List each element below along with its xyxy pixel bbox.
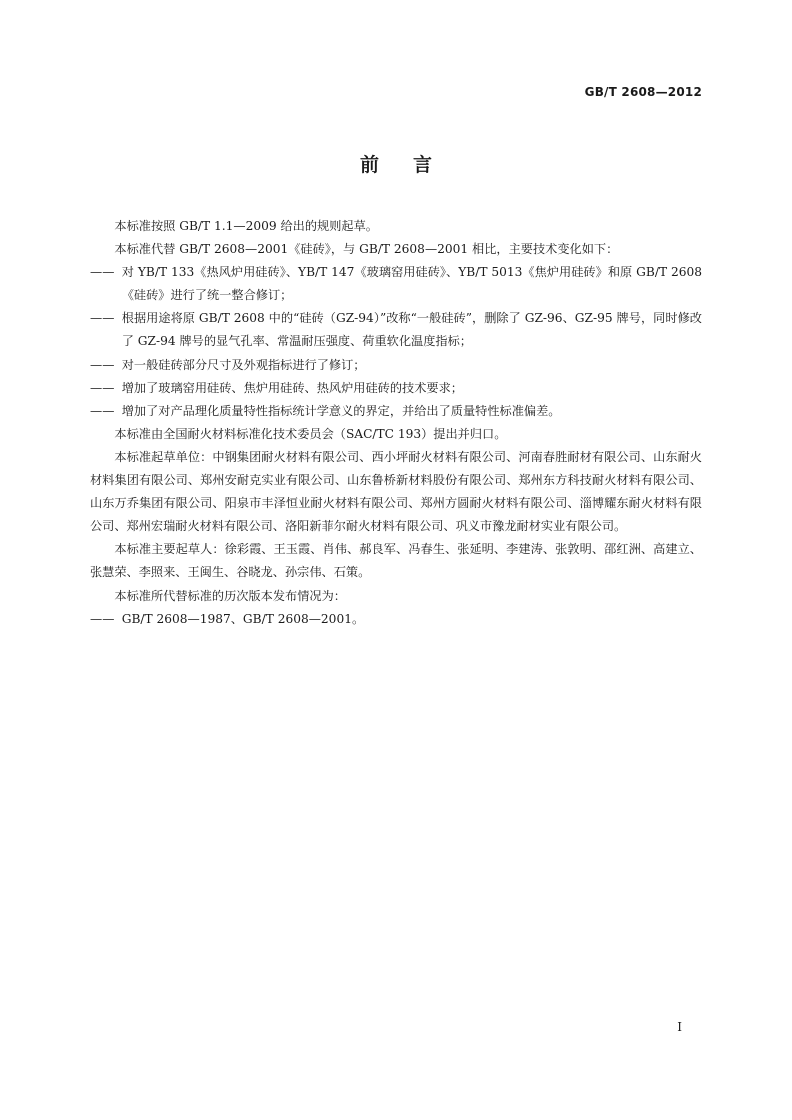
paragraph-drafting-rules: 本标准按照 GB/T 1.1—2009 给出的规则起草。 [114, 219, 378, 233]
document-body [90, 215, 702, 631]
dash-mark: —— [90, 311, 115, 326]
list-item-change-2 [90, 307, 702, 353]
dash-mark: —— [90, 611, 115, 626]
list-item-change-3 [90, 354, 702, 377]
paragraph-drafting-units: 本标准起草单位：中钢集团耐火材料有限公司、西小坪耐火材料有限公司、河南春胜耐材有限公司、山东耐火材料集团有限公司、郑州安耐克实业有限公司、山东鲁桥新材料股份有限公司、郑州东方科技耐火材料有限公司、山东万乔集团有限公司、阳泉市丰泽恒业耐火材料有限公司、郑州方圆耐火材料有限公司、淄博耀东耐火材料有限公司、郑州宏瑞耐火材料有限公司、洛阳新菲尔耐火材料有限公司、巩义市豫龙耐材实业有限公司。 [90, 449, 702, 534]
dash-mark: —— [90, 265, 115, 280]
list-item-text: 对 YB/T 133《热风炉用硅砖》、YB/T 147《玻璃窑用硅砖》、YB/T 5013《焦炉用硅砖》和原 GB/T 2608《硅砖》进行了统一整合修订； [121, 265, 702, 303]
page-title: 前言 [359, 154, 466, 176]
paragraph-committee: 本标准由全国耐火材料标准化技术委员会（SAC/TC 193）提出并归口。 [114, 426, 507, 441]
paragraph-replacement: 本标准代替 GB/T 2608—2001《硅砖》，与 GB/T 2608—2001 相比，主要技术变化如下： [114, 242, 619, 257]
dash-mark: —— [90, 357, 115, 372]
list-item-change-5 [90, 400, 702, 423]
list-item-history [90, 608, 702, 631]
list-item-text: GB/T 2608—1987、GB/T 2608—2001。 [121, 611, 365, 626]
paragraph-drafters: 本标准主要起草人：徐彩霞、王玉霞、肖伟、郝良军、冯春生、张延明、李建涛、张敦明、邵红洲、高建立、张慧荣、李照来、王闽生、谷晓龙、孙宗伟、石策。 [90, 542, 702, 580]
standard-number: GB/T 2608—2012 [584, 85, 702, 99]
list-item-text: 对一般硅砖部分尺寸及外观指标进行了修订； [121, 357, 366, 372]
paragraph-history: 本标准所代替标准的历次版本发布情况为： [114, 588, 346, 603]
list-item-change-4 [90, 377, 702, 400]
list-item-text: 增加了对产品理化质量特性指标统计学意义的界定，并给出了质量特性标准偏差。 [121, 403, 561, 418]
list-item-text: 根据用途将原 GB/T 2608 中的“硅砖（GZ-94）”改称“一般硅砖”，删除了 GZ-96、GZ-95 牌号，同时修改了 GZ-94 牌号的显气孔率、常温耐压强度、荷重软化温度指标； [121, 311, 702, 349]
dash-mark: —— [90, 380, 115, 395]
list-item-change-1 [90, 261, 702, 307]
page-number: I [677, 1020, 682, 1034]
list-item-text: 增加了玻璃窑用硅砖、焦炉用硅砖、热风炉用硅砖的技术要求； [121, 380, 463, 395]
dash-mark: —— [90, 403, 115, 418]
